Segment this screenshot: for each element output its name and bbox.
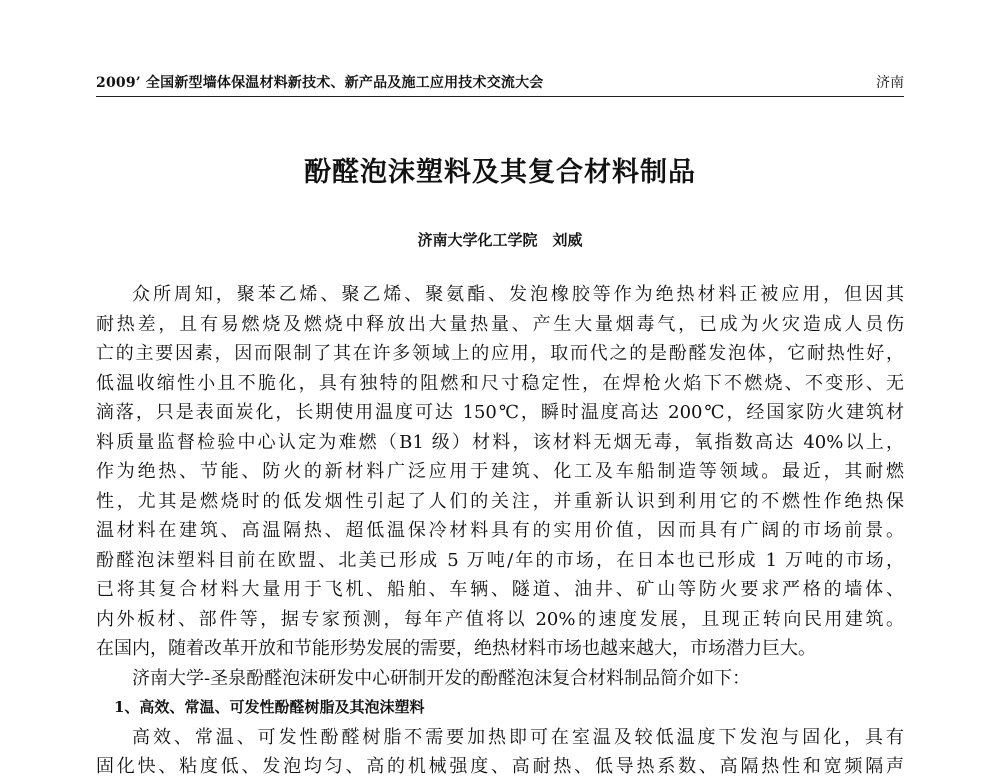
body-line: 在国内，随着改革开放和节能形势发展的需要，绝热材料市场也越来越大，市场潜力巨大。 [96, 638, 816, 659]
section-heading: 1、高效、常温、可发性酚醛树脂及其泡沫塑料 [114, 698, 425, 716]
body-line: 酚醛泡沫塑料目前在欧盟、北美已形成 5 万吨/年的市场，在日本也已形成 1 万吨的市场， [96, 549, 904, 571]
body-line: 滴落，只是表面炭化，长期使用温度可达 150℃，瞬时温度高达 200℃，经国家防火建筑材 [96, 402, 904, 423]
paper-title: 酚醛泡沫塑料及其复合材料制品 [304, 157, 696, 188]
body-line: 作为绝热、节能、防火的新材料广泛应用于建筑、化工及车船制造等领域。最近，其耐燃 [96, 461, 904, 482]
conference-name: 2009’ 全国新型墙体保温材料新技术、新产品及施工应用技术交流大会 [96, 75, 544, 91]
body-text [96, 280, 904, 782]
body-line: 耐热差，且有易燃烧及燃烧中释放出大量热量、产生大量烟毒气，已成为火灾造成人员伤 [96, 313, 904, 335]
body-line: 高效、常温、可发性酚醛树脂不需要加热即可在室温及较低温度下发泡与固化，具有 [132, 726, 904, 748]
body-line: 众所周知，聚苯乙烯、聚乙烯、聚氨酯、发泡橡胶等作为绝热材料正被应用，但因其 [132, 284, 904, 305]
author-affiliation: 济南大学化工学院 刘威 [417, 231, 583, 249]
body-line: 固化快、粘度低、发泡均匀、高的机械强度、高耐热、低导热系数、高隔热性和宽频隔声 [96, 756, 904, 777]
body-line: 温材料在建筑、高温隔热、超低温保冷材料具有的实用价值，因而具有广阔的市场前景。 [96, 520, 904, 541]
running-header [96, 72, 904, 96]
header-rule [96, 96, 904, 97]
body-line: 已将其复合材料大量用于飞机、船舶、车辆、隧道、油井、矿山等防火要求严格的墙体、 [96, 579, 904, 600]
body-line: 亡的主要因素，因而限制了其在许多领域上的应用，取而代之的是酚醛发泡体，它耐热性好， [96, 343, 904, 364]
body-line: 性，尤其是燃烧时的低发烟性引起了人们的关注，并重新认识到利用它的不燃性作绝热保 [96, 490, 904, 512]
body-line: 内外板材、部件等，据专家预测，每年产值将以 20%的速度发展，且现正转向民用建筑。 [96, 608, 904, 630]
conference-location: 济南 [876, 75, 904, 91]
body-line: 低温收缩性小且不脆化，具有独特的阻燃和尺寸稳定性，在焊枪火焰下不燃烧、不变形、无 [96, 372, 904, 394]
body-line: 济南大学-圣泉酚醛泡沫研发中心研制开发的酚醛泡沫复合材料制品简介如下： [132, 667, 751, 689]
body-line: 料质量监督检验中心认定为难燃（B1 级）材料，该材料无烟无毒，氧指数高达 40%以上， [96, 431, 904, 453]
